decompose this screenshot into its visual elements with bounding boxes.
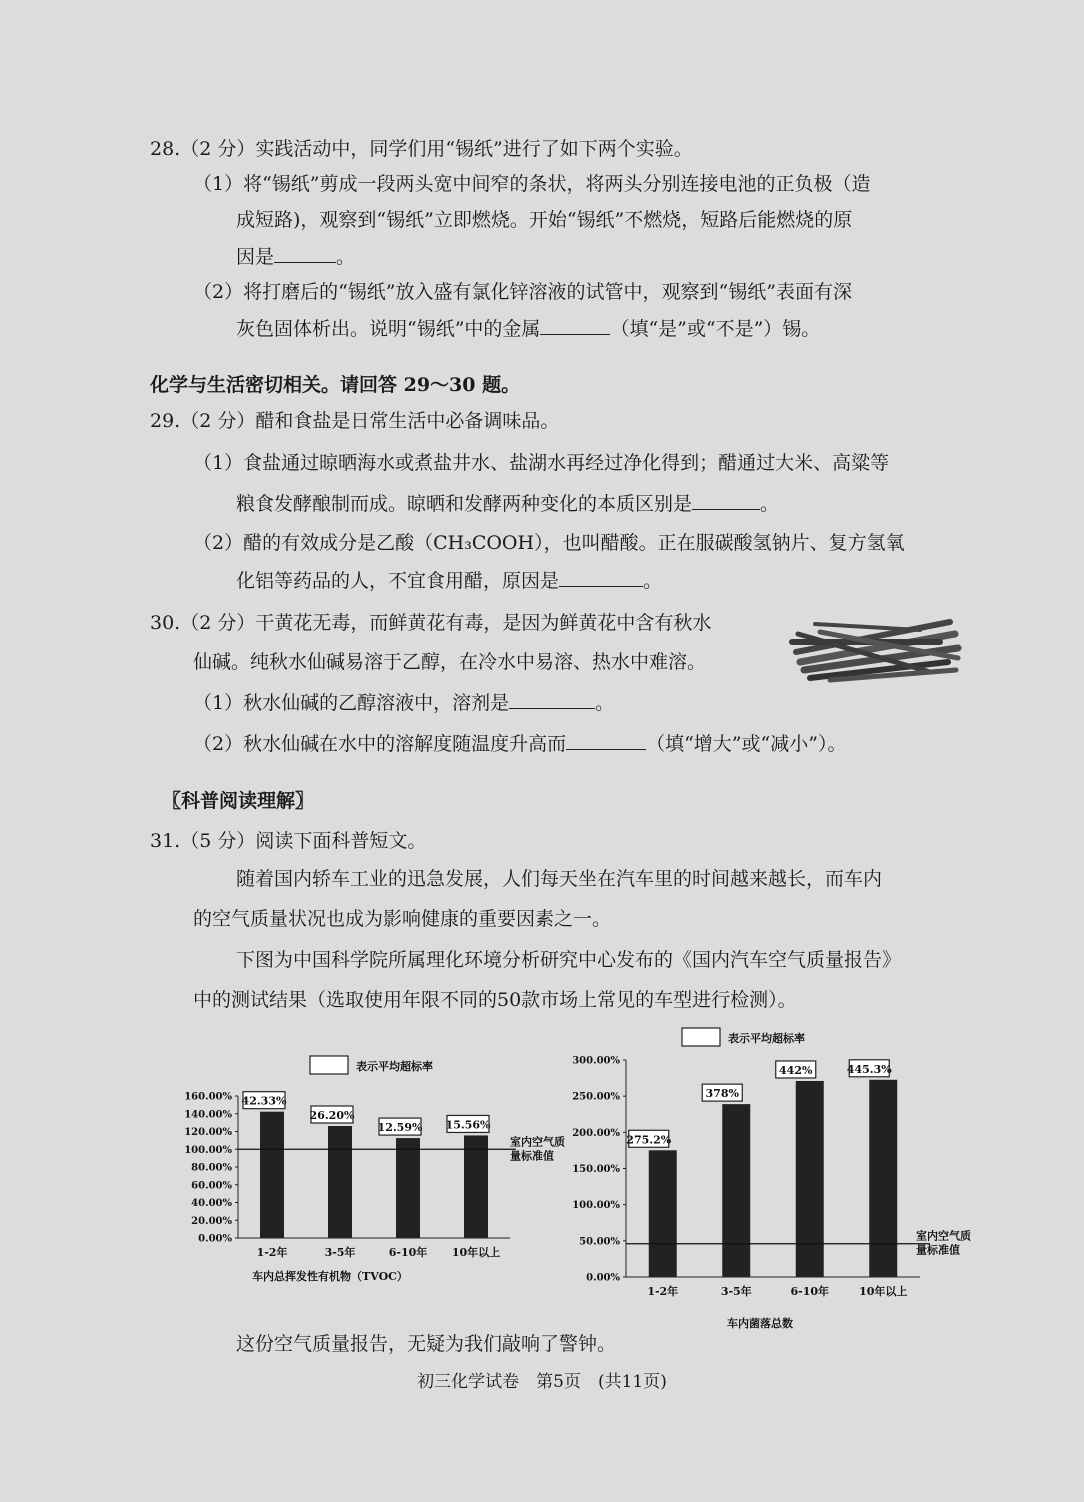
answer-blank[interactable] — [540, 316, 610, 335]
y-tick-label: 100.00% — [572, 1200, 620, 1212]
x-tick-label: 3-5年 — [720, 1285, 752, 1298]
q30-p2-text: （2）秋水仙碱在水中的溶解度随温度升高而 — [193, 733, 567, 755]
data-label: 15.56% — [445, 1118, 491, 1132]
q28-p2-line1: （2）将打磨后的“锡纸”放入盛有氯化锌溶液的试管中，观察到“锡纸”表面有深 — [193, 281, 852, 303]
bacteria-bar-chart — [572, 1020, 990, 1332]
q29-p1-line2-text: 粮食发酵酿制而成。晾晒和发酵两种变化的本质区别是 — [236, 493, 693, 515]
y-tick-label: 140.00% — [184, 1109, 232, 1121]
q30-stem-line2: 仙碱。纯秋水仙碱易溶于乙醇，在冷水中易溶、热水中难溶。 — [193, 651, 707, 673]
x-tick-label: 10年以上 — [451, 1246, 501, 1259]
y-tick-label: 20.00% — [191, 1215, 232, 1227]
reference-label: 量标准值 — [510, 1149, 554, 1163]
q29-p1-line1: （1）食盐通过晾晒海水或煮盐井水、盐湖水再经过净化得到；醋通过大米、高粱等 — [193, 452, 890, 474]
q28-p2-line2-text: 灰色固体析出。说明“锡纸”中的金属 — [236, 318, 541, 340]
x-tick-label: 1-2年 — [647, 1285, 679, 1298]
answer-blank[interactable] — [692, 491, 760, 510]
legend-swatch — [682, 1028, 720, 1046]
x-axis-label: 车内总挥发性有机物（TVOC） — [252, 1270, 408, 1283]
q30-p1-text: （1）秋水仙碱的乙醇溶液中，溶剂是 — [193, 692, 510, 714]
section-life-heading: 化学与生活密切相关。请回答 29～30 题。 — [150, 374, 521, 396]
bar — [396, 1138, 420, 1238]
data-label: 26.20% — [309, 1108, 355, 1122]
y-tick-label: 160.00% — [184, 1091, 232, 1103]
bar — [649, 1150, 677, 1277]
x-tick-label: 6-10年 — [388, 1246, 428, 1259]
q29-stem: 29.（2 分）醋和食盐是日常生活中必备调味品。 — [150, 410, 560, 432]
q30-stem-line1: 30.（2 分）干黄花无毒，而鲜黄花有毒，是因为鲜黄花中含有秋水 — [150, 612, 712, 634]
q28-p1-line3-text: 因是 — [236, 246, 275, 268]
q29-p1-line2 — [236, 491, 779, 516]
y-tick-label: 0.00% — [586, 1272, 620, 1284]
q28-p2-line2 — [236, 316, 820, 341]
q30-p1-end: 。 — [595, 692, 615, 714]
q28-p1-line3 — [236, 244, 355, 269]
x-tick-label: 3-5年 — [324, 1246, 356, 1259]
section-reading-heading: 〖科普阅读理解〗 — [162, 790, 315, 812]
data-label: 445.3% — [846, 1062, 892, 1076]
y-tick-label: 80.00% — [191, 1162, 232, 1174]
q31-stem: 31.（5 分）阅读下面科普短文。 — [150, 830, 427, 852]
bar — [464, 1135, 488, 1238]
q28-p1-line2: 成短路)，观察到“锡纸”立即燃烧。开始“锡纸”不燃烧，短路后能燃烧的原 — [236, 209, 853, 231]
y-tick-label: 250.00% — [572, 1091, 620, 1103]
legend-swatch — [310, 1056, 348, 1074]
y-tick-label: 50.00% — [579, 1236, 620, 1248]
answer-blank[interactable] — [566, 731, 646, 750]
q29-p2-line2-text: 化铝等药品的人，不宜食用醋，原因是 — [236, 570, 560, 592]
q29-p1-line2-end: 。 — [760, 493, 780, 515]
q29-p2-line2-end: 。 — [643, 570, 663, 592]
y-tick-label: 0.00% — [198, 1233, 232, 1245]
y-tick-label: 300.00% — [572, 1055, 620, 1067]
q28-stem: 28.（2 分）实践活动中，同学们用“锡纸”进行了如下两个实验。 — [150, 138, 693, 160]
x-tick-label: 1-2年 — [256, 1246, 288, 1259]
reference-label: 室内空气质 — [916, 1229, 971, 1243]
data-label: 275.2% — [626, 1133, 672, 1147]
q30-p2-end: （填“增大”或“减小”）。 — [646, 733, 847, 755]
y-tick-label: 100.00% — [184, 1144, 232, 1156]
bar — [796, 1081, 824, 1277]
reference-label: 室内空气质 — [510, 1135, 565, 1149]
y-tick-label: 120.00% — [184, 1127, 232, 1138]
bar — [260, 1112, 284, 1238]
q30-p1 — [193, 690, 614, 715]
x-tick-label: 10年以上 — [859, 1285, 908, 1298]
data-label: 378% — [705, 1087, 739, 1101]
page-footer: 初三化学试卷 第5页 (共11页) — [417, 1372, 667, 1392]
q29-p2-line2 — [236, 568, 662, 593]
bar — [328, 1126, 352, 1238]
tvoc-bar-chart — [180, 1050, 580, 1290]
q31-para2-line1: 下图为中国科学院所属理化环境分析研究中心发布的《国内汽车空气质量报告》 — [236, 949, 902, 971]
y-tick-label: 40.00% — [191, 1198, 232, 1209]
data-label: 42.33% — [241, 1094, 287, 1108]
q29-p2-line1: （2）醋的有效成分是乙酸（CH₃COOH），也叫醋酸。正在服碳酸氢钠片、复方氢氧 — [193, 532, 905, 554]
y-tick-label: 200.00% — [572, 1127, 620, 1139]
answer-blank[interactable] — [509, 690, 595, 709]
answer-blank[interactable] — [274, 244, 336, 263]
q28-p1-line1: （1）将“锡纸”剪成一段两头宽中间窄的条状，将两头分别连接电池的正负极（造 — [193, 173, 871, 195]
x-axis-label: 车内菌落总数 — [727, 1317, 793, 1330]
data-label: 12.59% — [377, 1121, 423, 1135]
y-tick-label: 150.00% — [572, 1164, 620, 1175]
x-tick-label: 6-10年 — [790, 1285, 830, 1298]
q31-para2-line2: 中的测试结果（选取使用年限不同的50款市场上常见的车型进行检测）。 — [193, 989, 797, 1011]
bar — [869, 1080, 897, 1277]
bar — [722, 1104, 750, 1277]
q30-p2 — [193, 731, 846, 756]
dried-daylily-image — [790, 612, 960, 684]
q28-p2-line2-end: （填“是”或“不是”）锡。 — [610, 318, 821, 340]
legend-label: 表示平均超标率 — [356, 1060, 433, 1073]
data-label: 442% — [779, 1063, 813, 1077]
q28-p1-line3-end: 。 — [336, 246, 356, 268]
y-tick-label: 60.00% — [191, 1180, 232, 1192]
q31-closing: 这份空气质量报告，无疑为我们敲响了警钟。 — [236, 1333, 617, 1355]
answer-blank[interactable] — [559, 568, 643, 587]
q31-para1-line1: 随着国内轿车工业的迅急发展，人们每天坐在汽车里的时间越来越长，而车内 — [236, 868, 883, 890]
legend-label: 表示平均超标率 — [728, 1032, 805, 1045]
q31-para1-line2: 的空气质量状况也成为影响健康的重要因素之一。 — [193, 908, 612, 930]
reference-label: 量标准值 — [916, 1243, 960, 1257]
